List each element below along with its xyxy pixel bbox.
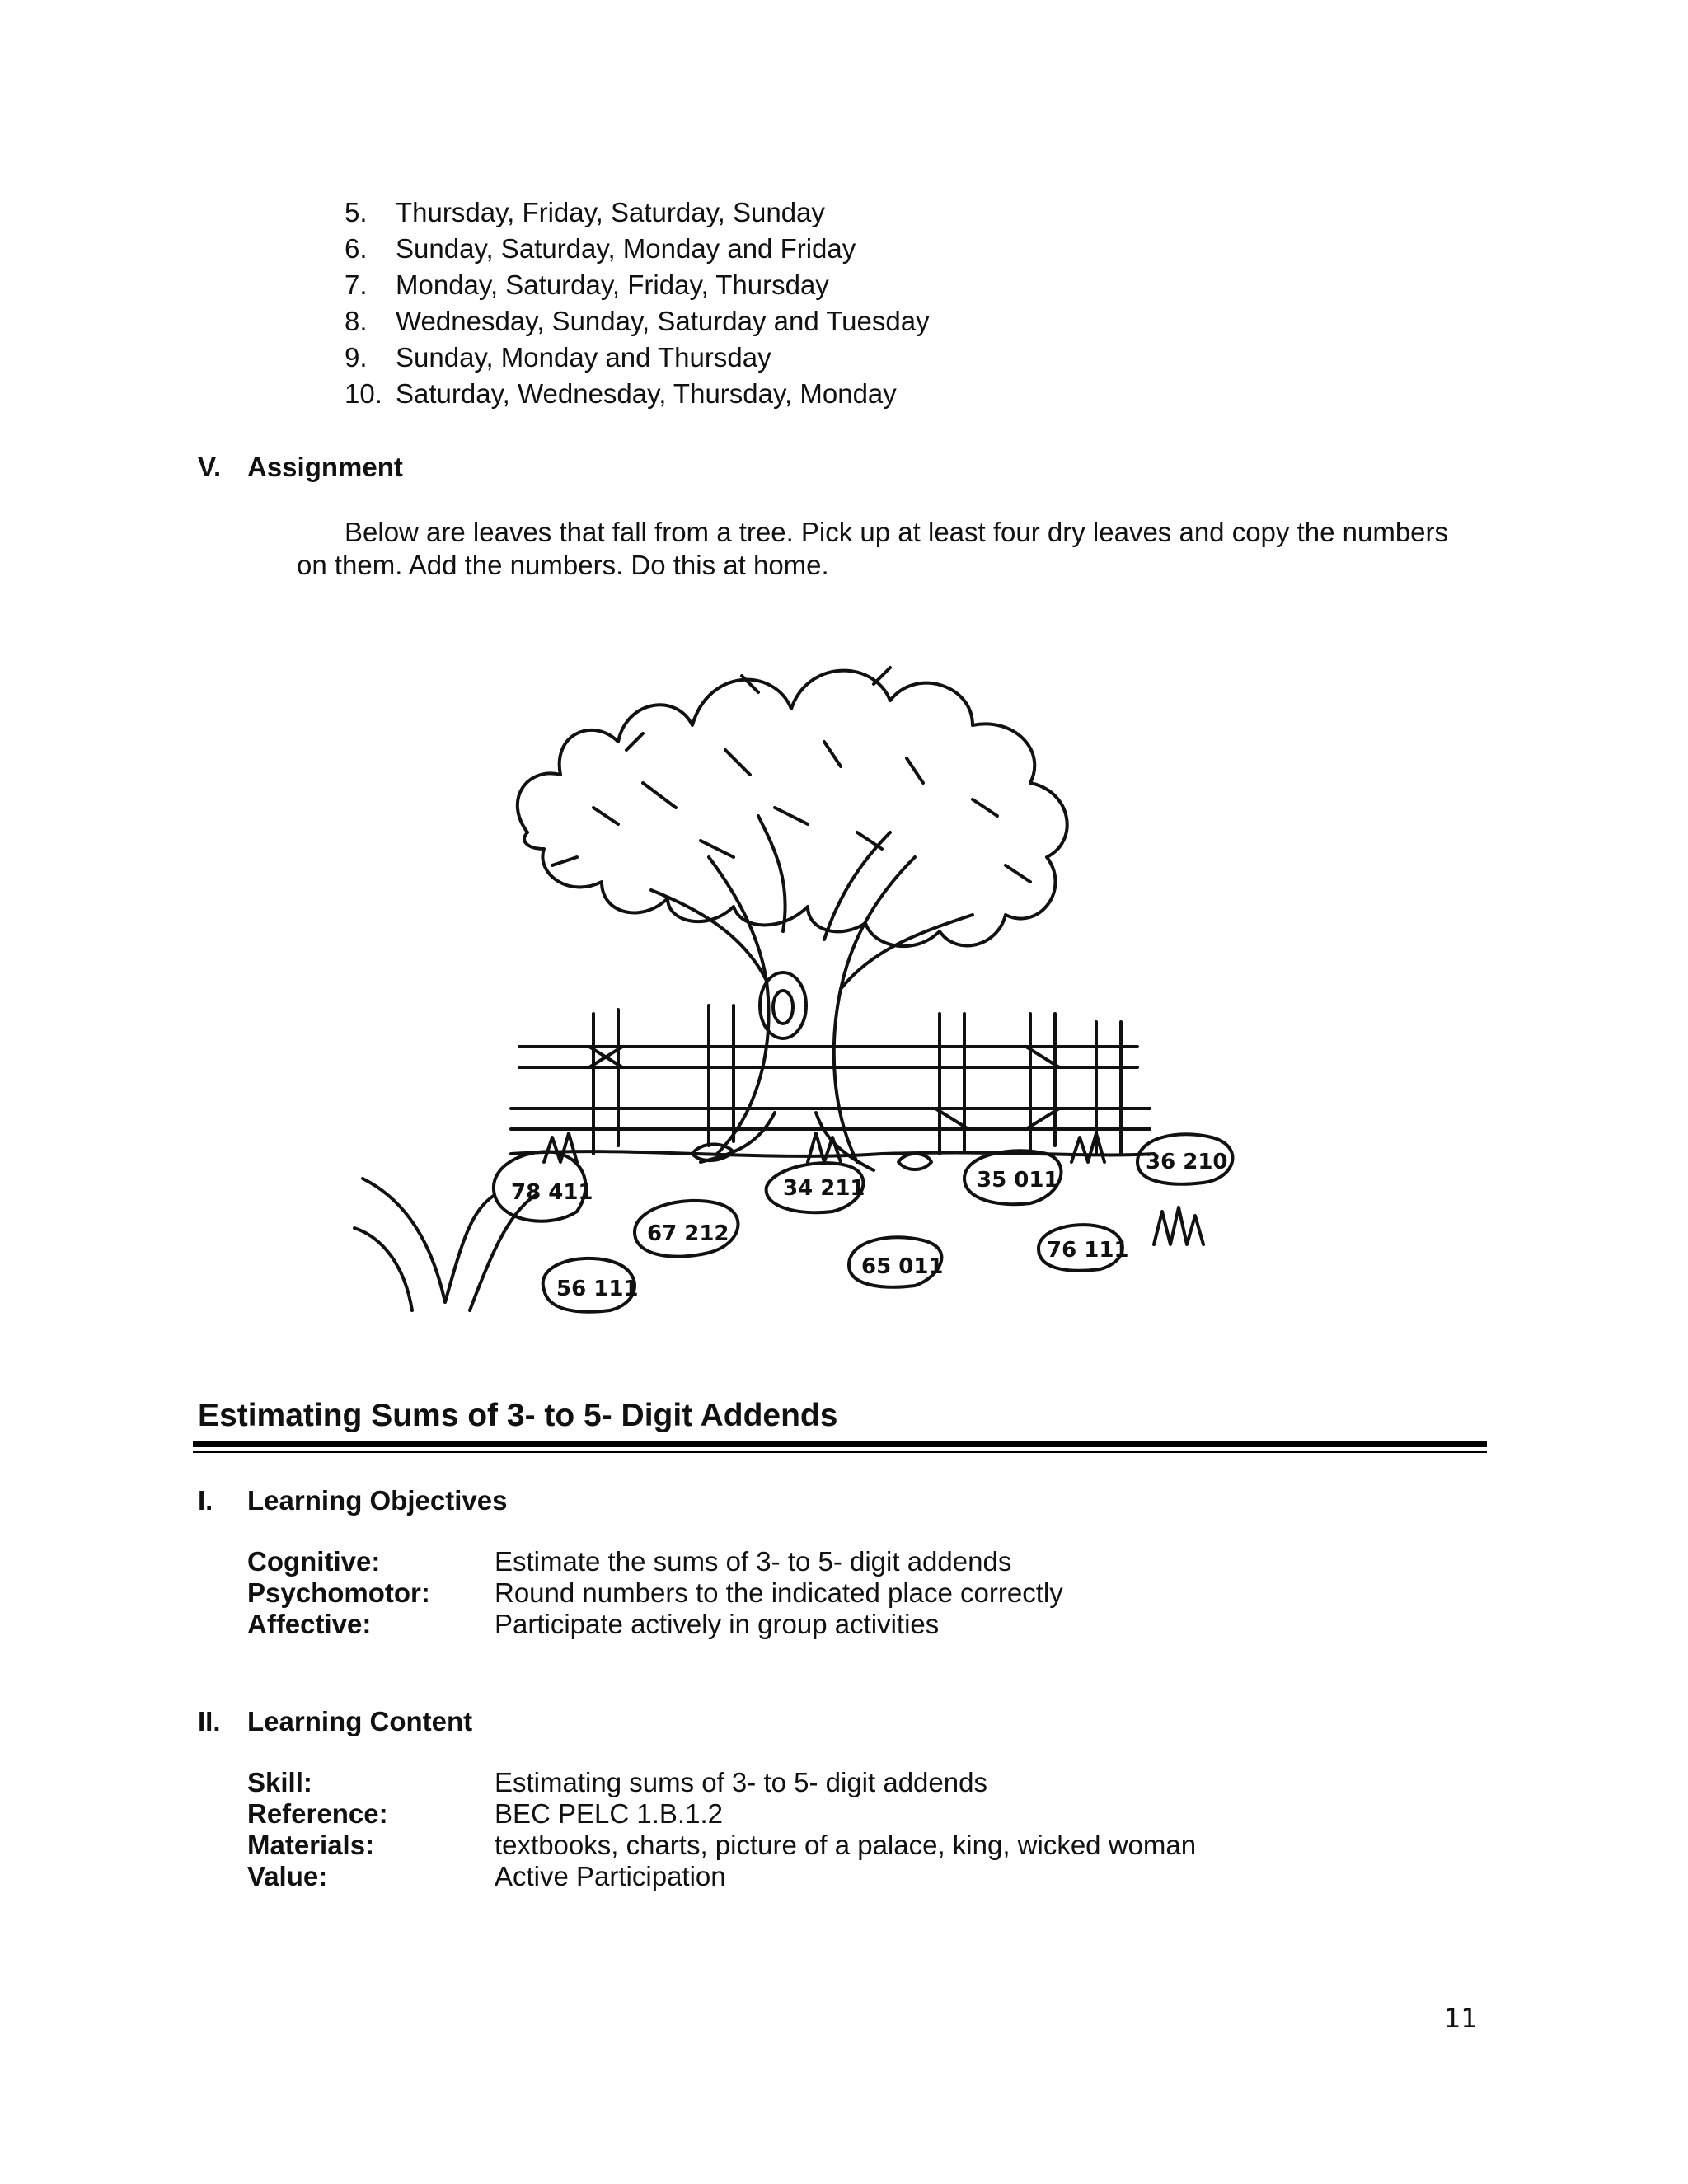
- section-title: Assignment: [247, 452, 403, 482]
- list-item: [345, 232, 856, 265]
- content-row: [247, 1861, 726, 1892]
- content-value: Estimating sums of 3- to 5- digit addends: [495, 1767, 987, 1797]
- objective-value: Participate actively in group activities: [495, 1609, 940, 1639]
- section-title: Learning Content: [247, 1706, 473, 1736]
- tree-illustration: [346, 618, 1294, 1360]
- content-row: [247, 1830, 1196, 1861]
- objective-value: Round numbers to the indicated place correctly: [495, 1577, 1063, 1608]
- content-heading: [198, 1706, 472, 1737]
- content-key: Reference:: [247, 1798, 388, 1829]
- leaf-label: 56 111: [556, 1277, 639, 1301]
- content-row: [247, 1767, 987, 1798]
- assignment-paragraph: Below are leaves that fall from a tree. Pick up at least four dry leaves and copy the numbers on them. Add the numbers. Do this at home.: [297, 517, 1449, 580]
- tree-trunk-drawing: [651, 816, 973, 1170]
- leaf-label: 76 111: [1047, 1238, 1129, 1263]
- list-text: Saturday, Wednesday, Thursday, Monday: [396, 378, 897, 409]
- list-text: Wednesday, Sunday, Saturday and Tuesday: [396, 306, 930, 336]
- leaf-8: [1039, 1225, 1129, 1271]
- content-value: Active Participation: [495, 1861, 726, 1891]
- objective-key: Psychomotor:: [247, 1577, 430, 1608]
- leaf-label: 36 210: [1146, 1150, 1228, 1174]
- leaf-4: [543, 1258, 639, 1312]
- section-numeral: V.: [198, 452, 222, 482]
- leaf-label: 67 212: [647, 1221, 729, 1246]
- leaf-label: 65 011: [861, 1254, 944, 1279]
- objectives-heading: [198, 1485, 507, 1516]
- objective-key: Cognitive:: [247, 1546, 381, 1577]
- section-numeral: I.: [198, 1485, 213, 1516]
- page-number: 11: [1444, 2003, 1478, 2034]
- list-number: 10.: [345, 378, 382, 409]
- list-text: Sunday, Saturday, Monday and Friday: [396, 233, 856, 264]
- tree-foliage-drawing: [518, 668, 1067, 946]
- leaf-label: 35 011: [977, 1168, 1059, 1193]
- list-item: [345, 269, 829, 302]
- content-value: BEC PELC 1.B.1.2: [495, 1798, 723, 1829]
- grass-drawing: [354, 1133, 1203, 1310]
- list-text: Thursday, Friday, Saturday, Sunday: [396, 197, 825, 227]
- list-item: [345, 377, 897, 410]
- title-rule-thin: [193, 1451, 1487, 1453]
- fence-drawing: [511, 1005, 1150, 1154]
- lesson-title: Estimating Sums of 3- to 5- Digit Addends: [198, 1398, 838, 1433]
- list-number: 8.: [345, 306, 368, 336]
- list-item: [345, 196, 825, 229]
- objective-row: [247, 1609, 939, 1640]
- content-key: Skill:: [247, 1767, 312, 1797]
- list-number: 7.: [345, 269, 368, 300]
- section-title: Learning Objectives: [247, 1485, 508, 1516]
- leaf-label: 78 411: [511, 1180, 593, 1205]
- objective-row: [247, 1577, 1063, 1609]
- list-text: Sunday, Monday and Thursday: [396, 342, 771, 373]
- content-row: [247, 1798, 723, 1830]
- leaf-5: [849, 1237, 944, 1286]
- content-value: textbooks, charts, picture of a palace, king, wicked woman: [495, 1830, 1197, 1860]
- leaf-6: [964, 1151, 1061, 1204]
- section-numeral: II.: [198, 1706, 221, 1736]
- leaf-3: [767, 1163, 865, 1212]
- leaf-2: [635, 1201, 738, 1257]
- objective-key: Affective:: [247, 1609, 372, 1639]
- content-key: Materials:: [247, 1830, 375, 1860]
- list-text: Monday, Saturday, Friday, Thursday: [396, 269, 829, 300]
- list-item: [345, 341, 771, 374]
- title-rule-thick: [193, 1441, 1487, 1447]
- leaf-7: [1137, 1134, 1232, 1183]
- list-item: [345, 305, 930, 338]
- leaf-label: 34 211: [783, 1176, 865, 1201]
- list-number: 6.: [345, 233, 368, 264]
- objective-row: [247, 1546, 1011, 1577]
- assignment-heading: [198, 452, 403, 483]
- objective-value: Estimate the sums of 3- to 5- digit addends: [495, 1546, 1012, 1577]
- list-number: 9.: [345, 342, 368, 373]
- list-number: 5.: [345, 197, 368, 227]
- content-key: Value:: [247, 1861, 328, 1891]
